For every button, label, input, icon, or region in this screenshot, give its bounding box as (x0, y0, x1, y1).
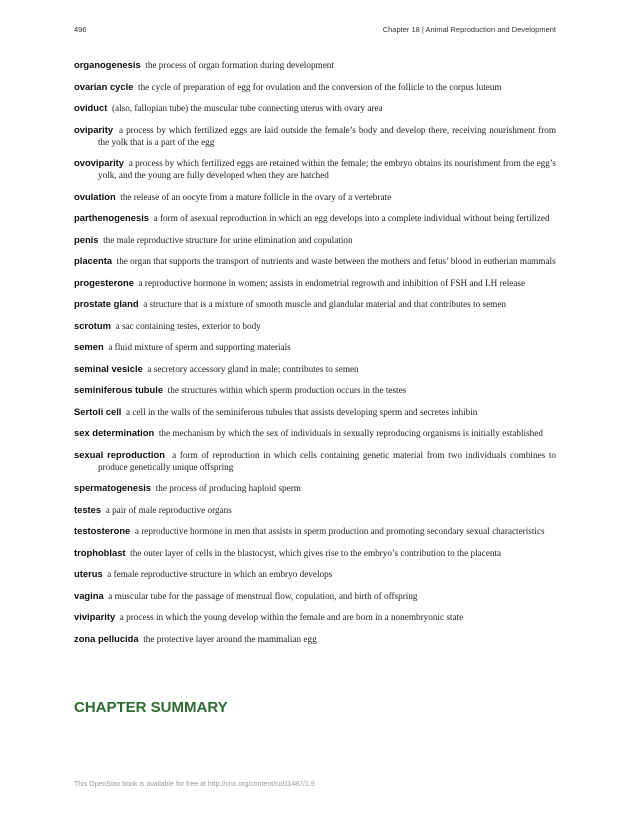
glossary-entry (74, 212, 556, 224)
glossary-entry (74, 547, 556, 559)
glossary-entry (74, 482, 556, 494)
glossary-definition: the cycle of preparation of egg for ovulation and the conversion of the follicle to the corpus luteum (138, 81, 502, 92)
glossary-term: prostate gland (74, 298, 139, 309)
glossary-definition: a fluid mixture of sperm and supporting materials (108, 342, 291, 352)
glossary-entry (74, 255, 556, 267)
glossary-entry (74, 191, 556, 203)
glossary-term: uterus (74, 568, 103, 579)
glossary-definition: the male reproductive structure for urine elimination and copulation (103, 234, 353, 245)
glossary-term: oviparity (74, 123, 114, 135)
glossary-entry (74, 124, 556, 148)
glossary-term: viviparity (74, 611, 116, 622)
glossary-definition: a muscular tube for the passage of menstrual flow, copulation, and birth of offspring (108, 590, 418, 601)
glossary-definition: a reproductive hormone in women; assists in endometrial regrowth and inhibition of FSH and LH release (138, 277, 526, 288)
glossary-entry (74, 277, 556, 289)
chapter-title: Chapter 18 | Animal Reproduction and Development (382, 25, 556, 34)
glossary-term: spermatogenesis (74, 482, 152, 493)
page-number: 496 (74, 25, 87, 34)
glossary-definition: a secretory accessory gland in male; contributes to semen (147, 363, 359, 374)
glossary-entry (74, 633, 556, 645)
glossary-definition: the outer layer of cells in the blastocyst, which gives rise to the embryo’s contribution to the placenta (130, 547, 502, 558)
glossary-term: semen (74, 341, 104, 352)
glossary-definition: a pair of male reproductive organs (105, 504, 232, 515)
glossary-entry (74, 298, 556, 310)
glossary-term: organogenesis (74, 59, 141, 70)
glossary-entry (74, 504, 556, 516)
glossary-entry (74, 427, 556, 439)
glossary-entry (74, 590, 556, 602)
glossary-entry (74, 234, 556, 246)
glossary-term: ovulation (74, 190, 116, 202)
glossary-entry (74, 81, 556, 93)
glossary-definition: a female reproductive structure in which an embryo develops (107, 569, 333, 579)
glossary-term: progesterone (74, 276, 134, 288)
glossary-entry (74, 525, 556, 537)
glossary-term: placenta (74, 255, 113, 266)
glossary-term: penis (74, 233, 99, 245)
glossary-entry (74, 406, 556, 418)
glossary-term: ovarian cycle (74, 80, 134, 92)
glossary-entry (74, 320, 556, 332)
glossary-term: trophoblast (74, 546, 126, 558)
glossary-entry (74, 449, 556, 473)
glossary-term: parthenogenesis (74, 212, 150, 223)
glossary-definition: a cell in the walls of the seminiferous tubules that assists developing sperm and secretes inhibin (126, 406, 478, 417)
glossary-term: testosterone (74, 525, 131, 536)
glossary-definition: a form of reproduction in which cells containing genetic material from two individuals combines to produce genetically unique offspring (98, 449, 556, 472)
glossary-term: seminal vesicle (74, 362, 143, 374)
glossary-term: Sertoli cell (74, 405, 122, 417)
footer-note: This OpenStax book is available for free at http://cnx.org/content/col11487/1.9 (74, 781, 315, 788)
glossary-list (74, 59, 556, 645)
glossary-entry (74, 611, 556, 623)
glossary-definition: a reproductive hormone in men that assists in sperm production and promoting secondary sexual characteristics (134, 526, 545, 536)
glossary-entry (74, 363, 556, 375)
glossary-definition: the structures within which sperm production occurs in the testes (167, 385, 407, 395)
glossary-definition: the organ that supports the transport of nutrients and waste between the mothers and fetus’ blood in eutherian mammals (116, 256, 556, 266)
glossary-definition: a form of asexual reproduction in which an egg develops into a complete individual without being fertilized (153, 213, 550, 223)
glossary-definition: a structure that is a mixture of smooth muscle and glandular material and that contributes to semen (143, 299, 506, 309)
glossary-entry (74, 568, 556, 580)
glossary-definition: (also, fallopian tube) the muscular tube connecting uterus with ovary area (111, 103, 383, 113)
glossary-term: seminiferous tubule (74, 384, 164, 395)
glossary-term: sex determination (74, 427, 155, 438)
glossary-definition: a sac containing testes, exterior to body (115, 320, 261, 331)
glossary-definition: the protective layer around the mammalian egg (143, 633, 317, 644)
glossary-definition: the process of producing haploid sperm (155, 483, 301, 493)
chapter-summary-heading: CHAPTER SUMMARY (74, 699, 228, 716)
glossary-term: oviduct (74, 102, 108, 113)
glossary-definition: a process by which fertilized eggs are laid outside the female’s body and develop there, receiving nourishment from the yolk that is a part of the egg (98, 124, 557, 147)
glossary-term: scrotum (74, 319, 111, 331)
glossary-definition: the release of an oocyte from a mature follicle in the ovary of a vertebrate (120, 191, 392, 202)
glossary-definition: a process by which fertilized eggs are retained within the female; the embryo obtains its nourishment from the egg’s yolk, and the young are fully developed when they are hatched (98, 158, 557, 180)
glossary-term: vagina (74, 589, 104, 601)
glossary-term: testes (74, 503, 102, 515)
glossary-entry (74, 384, 556, 396)
glossary-entry (74, 157, 556, 181)
glossary-entry (74, 341, 556, 353)
glossary-entry (74, 59, 556, 71)
glossary-definition: the mechanism by which the sex of individuals in sexually reproducing organisms is initially established (158, 428, 543, 438)
glossary-entry (74, 102, 556, 114)
glossary-term: ovoviparity (74, 157, 125, 168)
glossary-term: sexual reproduction (74, 448, 165, 460)
glossary-definition: a process in which the young develop within the female and are born in a nonembryonic state (119, 612, 464, 622)
glossary-term: zona pellucida (74, 632, 139, 644)
glossary-definition: the process of organ formation during development (145, 60, 334, 70)
